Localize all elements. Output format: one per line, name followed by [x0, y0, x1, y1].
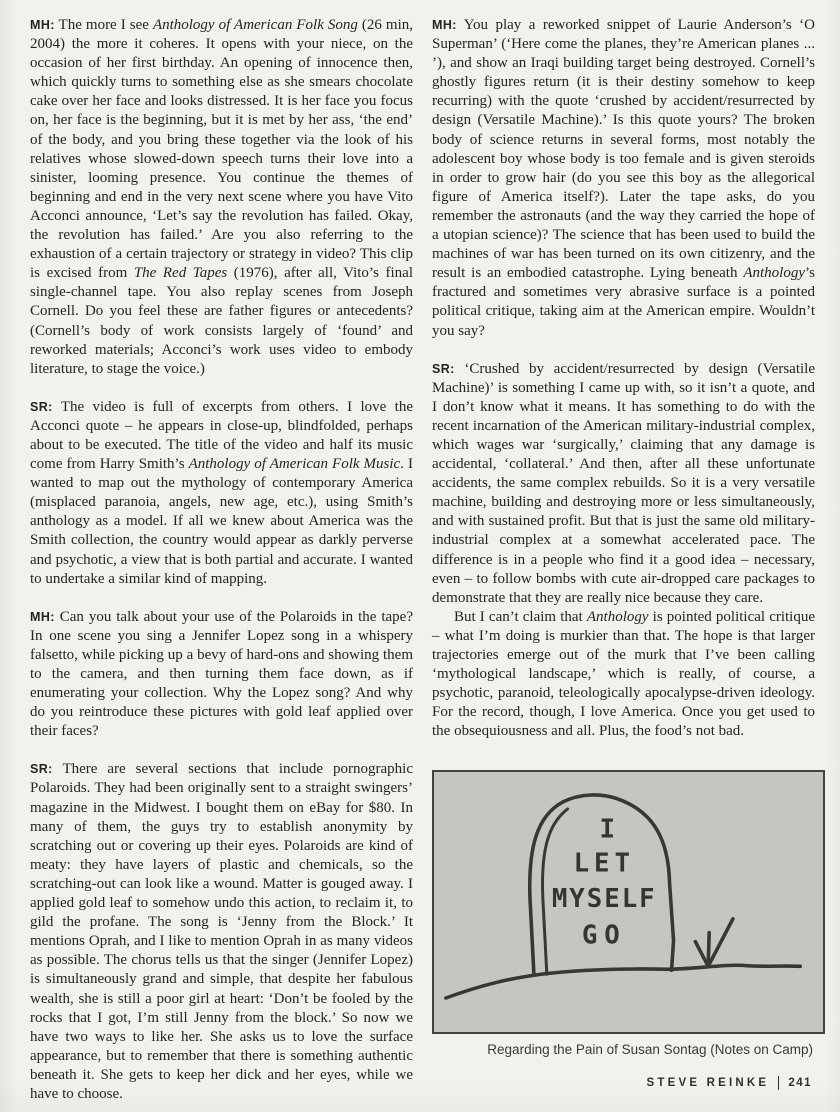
body-text: The more I see	[54, 17, 153, 33]
figure-block	[432, 770, 815, 1059]
tombstone-drawing-svg	[434, 772, 823, 1032]
tombstone-drawing	[432, 770, 825, 1034]
paragraph	[432, 608, 815, 742]
footer-separator	[778, 1076, 779, 1090]
paragraph	[30, 398, 413, 589]
paragraph	[432, 16, 815, 341]
paragraph	[30, 760, 413, 1104]
speaker-label: SR:	[30, 762, 53, 777]
epitaph-line-3: MYSELF	[551, 884, 657, 915]
figure-caption: Regarding the Pain of Susan Sontag (Notes on Camp)	[487, 1042, 813, 1058]
paragraph	[30, 608, 413, 742]
footer-page-number: 241	[788, 1077, 812, 1089]
body-text: . I wanted to map out the mythology of contemporary America (misplaced paranoia, angels, new age, etc.), using Smith’s anthology as a model. If all we knew about America was the Smith collection, the country would appear as darkly perverse and psychotic, a view that is both partial and accurate. I wanted to undertake a similar kind of mapping.	[30, 456, 413, 587]
italic-title: Anthology of American Folk Song	[152, 17, 358, 33]
right-column	[432, 16, 815, 1104]
speaker-label: MH:	[30, 18, 55, 32]
body-text: But I can’t claim that	[454, 608, 587, 625]
italic-title: Anthology	[586, 608, 649, 625]
footer-author: STEVE REINKE	[646, 1077, 770, 1089]
body-text: Can you talk about your use of the Polaroids in the tape? In one scene you sing a Jennifer Lopez song in a whispery falsetto, while picking up a bevy of hard-ons and showing them to the camera, and then turning them face down, as if enumerating your collection. Why the Lopez song? And why do you reintroduce these pictures with gold leaf applied over their faces?	[30, 608, 413, 740]
speaker-label: SR:	[30, 399, 53, 414]
ground-line	[446, 966, 800, 999]
speaker-label: MH:	[30, 609, 55, 624]
italic-title: The Red Tapes	[133, 265, 228, 282]
sprout-right-branch	[708, 919, 733, 967]
epitaph-line-1: I	[599, 815, 617, 846]
italic-title: Anthology	[743, 265, 805, 282]
text-columns	[30, 16, 814, 1104]
paragraph	[30, 16, 413, 379]
paragraph	[432, 360, 815, 608]
running-footer	[647, 1076, 812, 1090]
body-text: You play a reworked snippet of Laurie Anderson’s ‘O Superman’ (‘Here come the planes, they’re American planes ... ’), and show an Iraqi building target being destroyed. Cornell’s ghostly figures return (it is their destiny somehow to keep recurring) with the quote ‘crushed by accident/resurrected by design (Versatile Machine).’ Is this quote yours? The broken body of science returns in several forms, most notably the adolescent boy whose body is too female and is given steroids in order to grow hair (do you see this boy as the allegorical figure of America itself?). Later the tape asks, do you remember the astronauts (and the way they carried the hope of a utopian science)? The science that has been used to build the machines of war has been turned on its own citizenry, and the result is an embodied catastrophe. Lying beneath	[432, 17, 815, 282]
epitaph-line-4: GO	[581, 921, 627, 952]
body-text: ‘Crushed by accident/resurrected by design (Versatile Machine)’ is something I came up with, so it isn’t a quote, and I don’t know what it means. It has something to do with the recent incarnation of the American military-industrial complex, which wages war ‘surgically,’ claiming that any damage is accidental, ‘collateral.’ And then, after all these unfortunate accidents, the same complex rebuilds. So it is a very versatile machine, building and destroying more or less simultaneously, and with sustained profit. But that is just the same old military-industrial complex at a somewhat accelerated pace. The difference is in a people who find it a good idea – necessary, even – to follow bombs with cute air-dropped care packages to demonstrate that they are really nice because they care.	[432, 360, 815, 606]
speaker-label: MH:	[432, 18, 457, 32]
italic-title: Anthology of American Folk Music	[188, 456, 401, 473]
body-text: There are several sections that include pornographic Polaroids. They had been originally sent to a straight swingers’ magazine in the Midwest. I bought them on eBay for $80. In many of them, the guys try to establish anonymity by scratching out or covering up their eyes. Polaroids are kind of meaty: they have layers of plastic and chemicals, so the scratching-out can look like a wound. Matter is gouged away. I applied gold leaf to somehow undo this action, to reclaim it, to gild the profane. The song is ‘Jenny from the Block.’ It mentions Oprah, and I like to mention Oprah in as many videos as possible. The chorus tells us that the singer (Jennifer Lopez) is simultaneously grand and simple, that despite her fabulous wealth, she is still a poor girl at heart: ‘Don’t be fooled by the rocks that I got, I’m still Jenny from the block.’ So now we have two ways to like her. She asks us to love the surface appearance, but to remember that there is something authentic beneath it. She gets to keep her dick and her eyes, while we have to choose.	[30, 761, 413, 1102]
body-text: (1976), after all, Vito’s final single-channel tape. You also replay scenes from Joseph Cornell. Do you feel these are father figures or antecedents? (Cornell’s body of work consists largely of ‘found’ and reworked materials; Acconci’s work uses video to embody literature, to stage the voice.)	[30, 265, 413, 377]
body-text: ’s fractured and sometimes very abrasive surface is a pointed political critique, taking aim at the American empire. Wouldn’t you say?	[432, 265, 815, 339]
speaker-label: SR:	[432, 361, 455, 376]
epitaph-line-2: LET	[573, 848, 635, 879]
left-column	[30, 16, 413, 1104]
body-text: The video is full of excerpts from others. I love the Acconci quote – he appears in close-up, blindfolded, perhaps about to be executed. The title of the video and half its music come from Harry Smith’s	[30, 398, 413, 473]
body-text: is pointed political critique – what I’m doing is murkier than that. The hope is that larger trajectories emerge out of the murk that I’ve been calling ‘mythological landscape,’ which is really, of course, a psychotic, paranoid, teleologically apocalypse-driven ideology. For the record, though, I love America. Once you get used to the obsequiousness and all. Plus, the food’s not bad.	[432, 608, 816, 740]
body-text: (26 min, 2004) the more it coheres. It opens with your niece, on the occasion of her first birthday. An opening of innocence then, which quickly turns to something else as she smears chocolate cake over her face and looks distressed. It is her face you focus on, her face is the beginning, but it is met by her ass, ‘the end’ of the body, and you bring these together via the look of his relatives whose slowed-down speech turns their love into a sinister, looming presence. You continue the themes of beginning and end in the very next scene where you have Vito Acconci announce, ‘Let’s say the revolution has failed. Okay, the revolution has failed.’ Are you also referring to the exhaustion of a certain trajectory or strategy in video? This clip is excised from	[30, 17, 413, 282]
sprout-left-branch	[695, 942, 708, 967]
